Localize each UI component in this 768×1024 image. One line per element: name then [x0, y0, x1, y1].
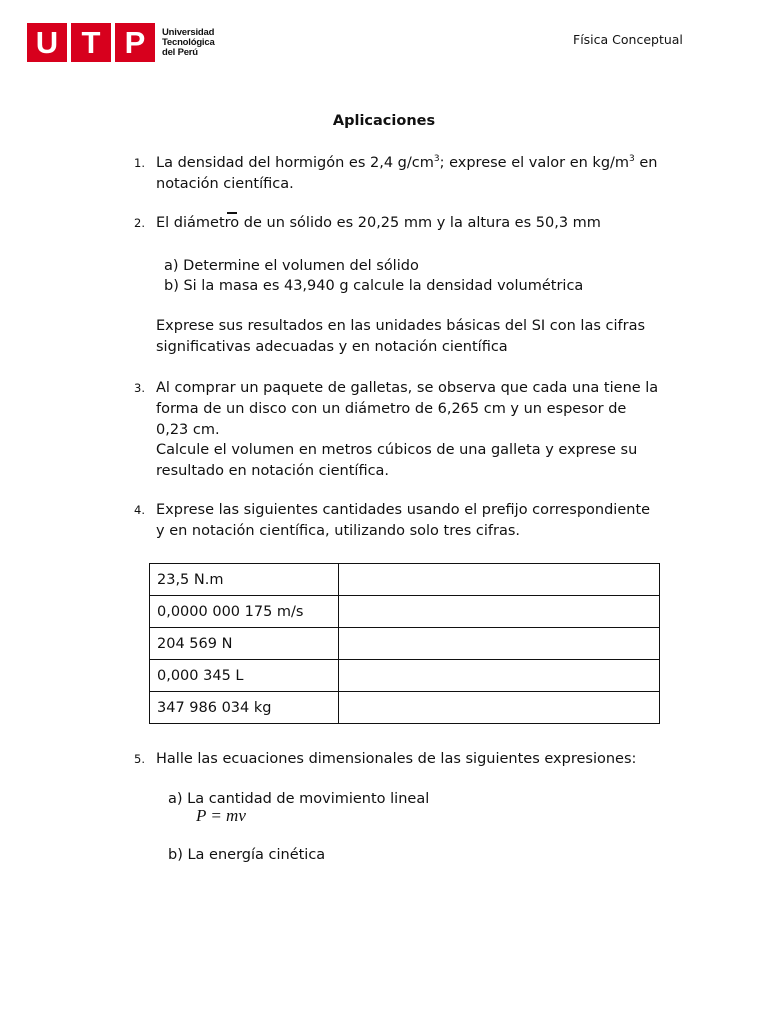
q5-number: 5.	[134, 752, 145, 766]
course-name: Física Conceptual	[573, 32, 683, 47]
table-row	[150, 692, 660, 724]
answer-cell	[339, 692, 660, 724]
q5-part-b: b) La energía cinética	[168, 847, 326, 863]
quantity-cell: 347 986 034 kg	[150, 692, 339, 724]
q1-number: 1.	[134, 156, 145, 170]
q4-line2: y en notación científica, utilizando solo tres cifras.	[156, 523, 521, 539]
q2-note-line2: significativas adecuadas y en notación científica	[156, 339, 508, 355]
quantity-cell: 0,0000 000 175 m/s	[150, 596, 339, 628]
q2-part-b: b) Si la masa es 43,940 g calcule la densidad volumétrica	[164, 278, 584, 294]
q2-part-a: a) Determine el volumen del sólido	[164, 258, 419, 274]
utp-logo-mark	[27, 23, 155, 62]
page-title: Aplicaciones	[332, 113, 436, 129]
q2-line1: El diámetro de un sólido es 20,25 mm y la altura es 50,3 mm	[156, 215, 601, 231]
answer-cell	[339, 564, 660, 596]
logo-letter-p: P	[124, 25, 146, 60]
q3-line2: forma de un disco con un diámetro de 6,265 cm y un espesor de	[156, 401, 627, 417]
q3-line5: resultado en notación científica.	[156, 463, 390, 479]
q4-number: 4.	[134, 503, 145, 517]
quantity-cell: 0,000 345 L	[150, 660, 339, 692]
quantity-cell: 23,5 N.m	[150, 564, 339, 596]
q2-number: 2.	[134, 216, 145, 230]
q3-line4: Calcule el volumen en metros cúbicos de una galleta y exprese su	[156, 442, 638, 458]
q3-number: 3.	[134, 381, 145, 395]
q2-note-line1: Exprese sus resultados en las unidades básicas del SI con las cifras	[156, 318, 646, 334]
logo-letter-t: T	[81, 25, 101, 60]
quantity-cell: 204 569 N	[150, 628, 339, 660]
table-row	[150, 628, 660, 660]
answer-cell	[339, 628, 660, 660]
q5-line1: Halle las ecuaciones dimensionales de las siguientes expresiones:	[156, 751, 637, 767]
logo-letter-u: U	[35, 25, 59, 60]
answer-cell	[339, 596, 660, 628]
table-row	[150, 564, 660, 596]
table-row	[150, 596, 660, 628]
q3-line1: Al comprar un paquete de galletas, se observa que cada una tiene la	[156, 380, 659, 396]
q1-line1: La densidad del hormigón es 2,4 $g/cm^3$; exprese el valor en $kg/m^3$ en	[156, 154, 658, 171]
momentum-formula: P = mv	[196, 806, 246, 825]
utp-logo	[27, 23, 215, 62]
quantities-table	[149, 563, 660, 724]
q3-line3: 0,23 cm.	[156, 422, 220, 438]
answer-cell	[339, 660, 660, 692]
q1-line2: notación científica.	[156, 176, 294, 192]
q5-part-a: a) La cantidad de movimiento lineal	[168, 791, 430, 807]
table-row	[150, 660, 660, 692]
university-name: Universidad Tecnológica del Perú	[162, 26, 215, 58]
q4-line1: Exprese las siguientes cantidades usando el prefijo correspondiente	[156, 502, 651, 518]
